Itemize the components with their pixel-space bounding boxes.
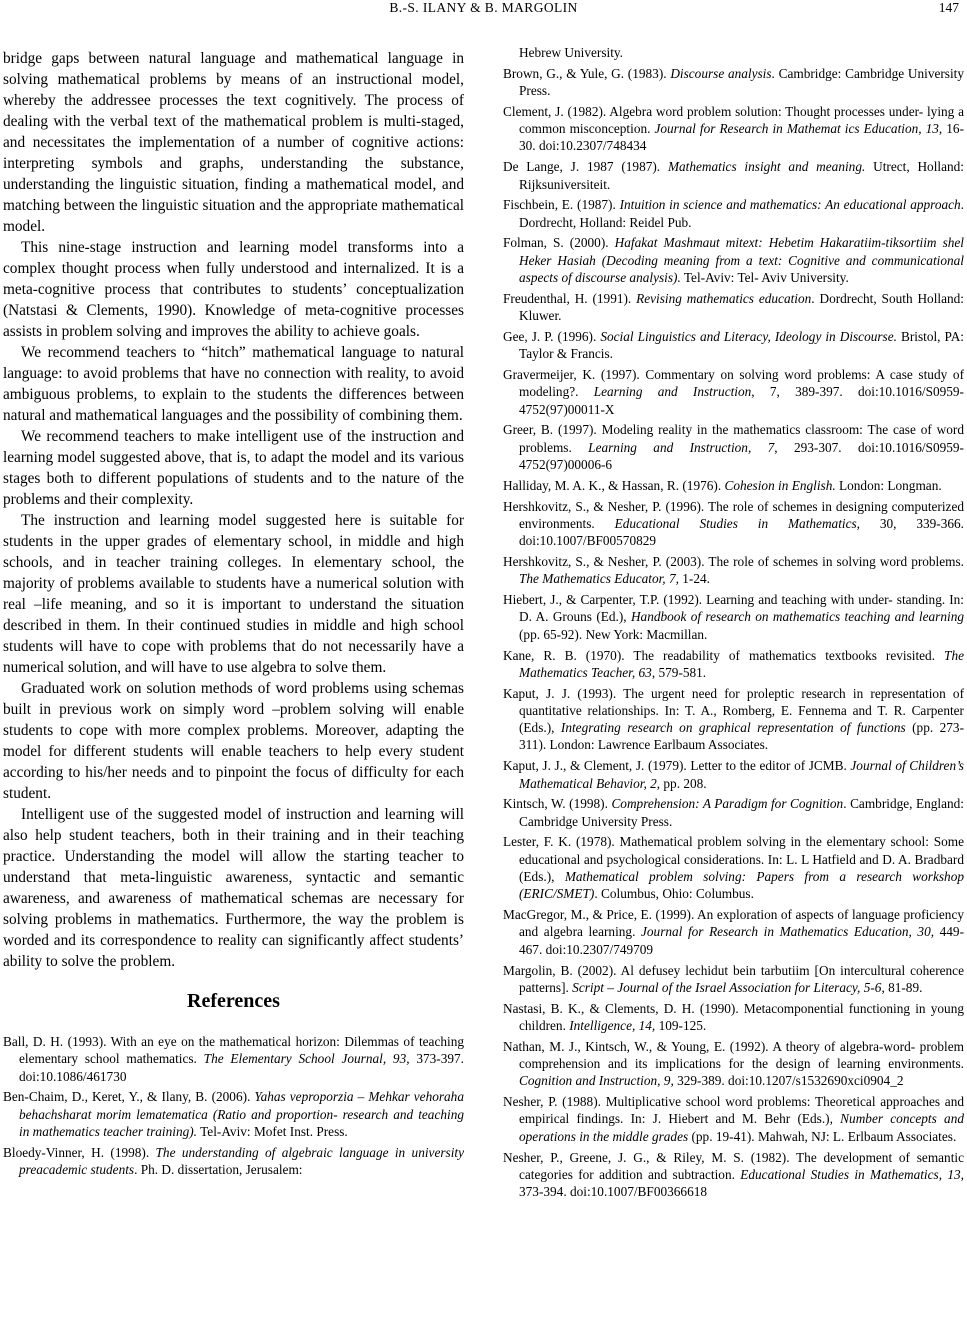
reference-entry	[503, 1093, 964, 1145]
reference-entry	[3, 1144, 464, 1179]
reference-text: , 373-397. doi:10.1086/461730	[19, 1051, 464, 1084]
right-column	[503, 45, 965, 1204]
reference-text: , 16-30. doi:10.2307/748434	[519, 121, 965, 154]
reference-italic: Script – Journal of the Israel Association for Literacy, 5-6	[572, 979, 882, 995]
reference-text: Folman, S. (2000).	[503, 235, 615, 251]
reference-text: . Dordrecht, South Holland: Kluwer.	[519, 290, 964, 324]
reference-text: 109-125.	[655, 1017, 707, 1033]
reference-entry	[503, 1000, 964, 1035]
reference-text: 1-24.	[678, 571, 710, 587]
reference-text: . Columbus, Ohio: Columbus.	[594, 886, 754, 902]
reference-text: Hershkovitz, S., & Nesher, P. (2003). The role of schemes in solving word problems.	[503, 554, 964, 570]
reference-entry	[503, 328, 964, 363]
reference-text: , 579-581.	[651, 664, 707, 680]
reference-text: Greer, B. (1997). Modeling reality in the mathematics classroom: The case of word problems.	[503, 422, 964, 455]
left-column	[3, 48, 464, 1182]
reference-text: 329-389. doi:10.1207/s1532690xci0904_2	[673, 1073, 904, 1089]
reference-text: Hebrew University.	[519, 45, 624, 60]
reference-entry	[503, 757, 964, 792]
reference-text: , 81-89.	[881, 979, 923, 995]
reference-text: Gee, J. P. (1996).	[503, 328, 601, 344]
reference-italic: Intelligence, 14,	[569, 1017, 656, 1033]
reference-text: (pp. 273- 311). London: Lawrence Earlbaum Associates.	[519, 720, 964, 753]
reference-text: 449-467. doi:10.2307/749709	[519, 924, 965, 957]
reference-text: (pp. 65-92). New York: Macmillan.	[519, 626, 708, 642]
reference-entry	[503, 1149, 964, 1201]
reference-entry	[503, 290, 964, 325]
reference-entry	[503, 196, 964, 231]
reference-text: , 293-307. doi:10.1016/S0959-4752(97)00006-6	[519, 439, 964, 473]
reference-text: . Cambridge: Cambridge University Press.	[519, 65, 965, 99]
reference-text: MacGregor, M., & Price, E. (1999). An exploration of aspects of language proficiency and algebra learning.	[503, 907, 964, 940]
reference-text: . Ph. D. dissertation, Jerusalem:	[134, 1162, 303, 1178]
reference-entry	[503, 906, 964, 958]
references-list-right	[503, 44, 964, 1200]
references-heading: References	[187, 990, 280, 1012]
reference-italic: Learning and Instruction, 7	[588, 439, 775, 455]
reference-text: 373-394. doi:10.1007/BF00366618	[519, 1184, 708, 1200]
reference-text: Ball, D. H. (1993). With an eye on the mathematical horizon: Dilemmas of teaching elementary school mathematics.	[3, 1034, 464, 1067]
reference-entry	[503, 795, 964, 830]
reference-entry	[503, 591, 964, 643]
reference-text: Clement, J. (1982). Algebra word problem solution: Thought processes under- lying a common misconception.	[503, 103, 964, 137]
body-paragraph: We recommend teachers to make intelligent use of the instruction and learning model suggested above, that is, to adapt the model and its various stages both to different populations of students and to the nature of the problems and their complexity.	[3, 428, 464, 508]
reference-text: . Dordrecht, Holland: Reidel Pub.	[519, 197, 964, 230]
body-paragraph: Intelligent use of the suggested model of instruction and learning will also help student teachers, both in their training and in their teaching practice. Understanding the model will allow the starting teacher to understand that meta-linguistic awareness, syntactic and semantic awareness, and awareness of mathematical schemas are necessary for solving problems in mathematics. Furthermore, the way the problem is worded and its correspondence to reality can significantly affect students’ ability to solve the problem.	[3, 806, 464, 970]
reference-italic: Educational Studies in Mathematics,	[614, 515, 860, 531]
reference-italic: Revising mathematics education	[636, 290, 812, 306]
reference-text: Kaput, J. J., & Clement, J. (1979). Letter to the editor of JCMB.	[503, 758, 851, 774]
body-paragraph: Graduated work on solution methods of word problems using schemas built in previous work on simply word –problem solving will enable students to cope with more complex problems. Moreover, adapting the model for different students will enable teachers to help every student according to his/her needs and to pinpoint the focus of difficulty for each student.	[3, 680, 464, 802]
reference-italic: The Elementary School Journal, 93	[203, 1051, 407, 1067]
body-paragraph: The instruction and learning model suggested here is suitable for students in the upper grades of elementary school, in middle and high schools, and in teacher training colleges. In elementary school, the majority of problems available to students have a numerical solution with real –life meaning, and so it is important to understand the situation described in them. In their continued studies in middle and high school students will have to cope with problems that do not necessarily have a numerical solution, and will have to use algebra to solve them.	[3, 512, 464, 676]
reference-entry	[503, 477, 964, 494]
reference-italic: Journal of Children’s Mathematical Behavior, 2	[519, 758, 964, 791]
reference-italic: Number concepts and operations in the middle grades	[519, 1111, 964, 1144]
references-list-left	[3, 1033, 464, 1178]
reference-text: Tel-Aviv: Tel- Aviv University.	[680, 270, 849, 286]
reference-text: Bloedy-Vinner, H. (1998).	[3, 1144, 156, 1160]
reference-italic: Integrating research on graphical representation of functions	[560, 720, 906, 736]
reference-text: 30, 339-366. doi:10.1007/BF00570829	[519, 515, 965, 549]
reference-text: Kaput, J. J. (1993). The urgent need for proleptic research in representation of quantitative relationships. In: T. A., Romberg, E. Fennema and T. R. Carpenter (Eds.),	[503, 685, 964, 736]
reference-entry	[503, 234, 964, 286]
reference-text: Kintsch, W. (1998).	[503, 796, 612, 812]
reference-entry	[503, 421, 964, 473]
reference-italic: Intuition in science and mathematics: An educational approach	[619, 197, 961, 213]
page-header	[0, 0, 967, 22]
reference-text: 7, 389-397. doi:10.1016/S0959-4752(97)00011-X	[519, 384, 964, 417]
reference-text: Nathan, M. J., Kintsch, W., & Young, E. (1992). A theory of algebra-word- problem comprehension and its implications for the design of learning environments.	[503, 1038, 964, 1072]
running-head: B.-S. ILANY & B. MARGOLIN	[389, 0, 578, 15]
reference-text: Tel-Aviv: Mofet Inst. Press.	[197, 1123, 348, 1139]
reference-italic: Mathematical problem solving: Papers from a research workshop (ERIC/SMET)	[519, 869, 965, 902]
reference-text: (pp. 19-41). Mahwah, NJ: L. Erlbaum Associates.	[688, 1128, 957, 1144]
reference-italic: Educational Studies in Mathematics, 13,	[740, 1166, 964, 1182]
reference-text: , pp. 208.	[656, 775, 707, 791]
reference-italic: The understanding of algebraic language in university preacademic students	[19, 1144, 464, 1178]
reference-italic: The Mathematics Educator, 7,	[519, 571, 679, 587]
reference-italic: Discourse analysis	[670, 65, 772, 81]
reference-text: Brown, G., & Yule, G. (1983).	[503, 65, 671, 81]
reference-italic: Handbook of research on mathematics teaching and learning	[630, 609, 964, 625]
reference-entry	[503, 44, 964, 61]
reference-entry	[503, 366, 964, 418]
reference-italic: Learning and Instruction,	[593, 384, 755, 400]
reference-text: . Cambridge, England: Cambridge University Press.	[519, 796, 964, 829]
reference-entry	[503, 65, 964, 100]
reference-italic: Yahas veproporzia – Mehkar vehoraha behachsharat morim lematematica (Ratio and proportion- research and teaching in mathematics teacher training).	[19, 1089, 464, 1139]
reference-italic: Social Linguistics and Literacy, Ideology in Discourse.	[600, 328, 897, 344]
reference-text: Nastasi, B. K., & Clements, D. H. (1990). Metacomponential functioning in young children.	[503, 1000, 964, 1033]
reference-text: De Lange, J. 1987 (1987).	[503, 159, 668, 175]
reference-text: Nesher, P. (1988). Multiplicative school word problems: Theoretical approaches and empirical findings. In: J. Hiebert and M. Behr (Eds.),	[503, 1094, 964, 1127]
reference-italic: Hafakat Mashmaut mitext: Hebetim Hakaratiim-tiksortiim shel Heker Hasiah (Decoding meaning from a text: Cognitive and communicational aspects of discourse analysis).	[519, 235, 964, 286]
reference-entry	[3, 1033, 464, 1085]
reference-text: Halliday, M. A. K., & Hassan, R. (1976).	[503, 477, 725, 493]
reference-italic: Mathematics insight and meaning.	[667, 159, 866, 175]
reference-entry	[503, 685, 964, 754]
reference-text: London: Longman.	[835, 477, 942, 493]
body-paragraph: This nine-stage instruction and learning model transforms into a complex thought process when fully understood and internalized. It is a meta-cognitive process that contributes to students’ conceptualization (Natstasi & Clements, 1990). Knowledge of meta-cognitive processes assists in problem solving and improves the ability to achieve goals.	[3, 239, 464, 340]
body-paragraph: We recommend teachers to “hitch” mathematical language to natural language: to avoid problems that have no connection with reality, to avoid ambiguous problems, to explain to the students the differences between natural and mathematical languages and the possibility of combining them.	[3, 344, 464, 424]
reference-text: Kane, R. B. (1970). The readability of mathematics textbooks revisited.	[503, 647, 945, 663]
body-paragraph: bridge gaps between natural language and mathematical language in solving mathematical problems by means of an instructional model, whereby the addressee processes the text cognitively. The process of dealing with the verbal text of the mathematical problem is multi-staged, and necessitates the implementation of a number of cognitive actions: interpreting symbols and graphs, understanding the substance, understanding the linguistic situation, finding a mathematical model, and matching between the linguistic situation and the appropriate mathematical model.	[3, 50, 464, 235]
reference-text: Bristol, PA: Taylor & Francis.	[519, 328, 964, 362]
reference-text: Ben-Chaim, D., Keret, Y., & Ilany, B. (2006).	[3, 1089, 255, 1105]
reference-italic: Journal for Research in Mathematics Education, 30,	[641, 924, 935, 940]
reference-text: Utrect, Holland: Rijksuniversiteit.	[519, 159, 964, 192]
reference-italic: The Mathematics Teacher, 63	[519, 647, 964, 680]
reference-italic: Comprehension: A Paradigm for Cognition	[611, 796, 844, 812]
reference-entry	[503, 553, 964, 588]
reference-italic: Cohesion in English.	[724, 477, 836, 493]
reference-text: Nesher, P., Greene, J. G., & Riley, M. S. (1982). The development of semantic categories for addition and subtraction.	[503, 1149, 964, 1182]
reference-entry	[503, 647, 964, 682]
reference-entry	[503, 1038, 964, 1090]
reference-entry	[3, 1088, 464, 1140]
reference-text: Margolin, B. (2002). Al defusey lechidut bein tarbutiim [On intercultural coherence patterns].	[503, 962, 964, 995]
reference-text: Lester, F. K. (1978). Mathematical problem solving in the elementary school: Some educational and psychological considerations. In: L. L Hatfield and D. A. Bradbard (Eds.),	[503, 834, 964, 885]
reference-entry	[503, 498, 964, 550]
page-number: 147	[938, 0, 959, 15]
reference-italic: Journal for Research in Mathemat ics Education, 13	[654, 121, 939, 137]
reference-entry	[503, 833, 964, 902]
reference-text: Fischbein, E. (1987).	[503, 197, 620, 213]
reference-entry	[503, 158, 964, 193]
reference-text: Hiebert, J., & Carpenter, T.P. (1992). Learning and teaching with under- standing. In: D. A. Grouns (Ed.),	[503, 592, 964, 625]
reference-italic: Cognition and Instruction, 9,	[519, 1073, 674, 1089]
reference-text: Gravermeijer, K. (1997). Commentary on solving word problems: A case study of modeling?.	[503, 367, 964, 400]
reference-text: Freudenthal, H. (1991).	[503, 290, 637, 306]
reference-entry	[503, 962, 964, 997]
reference-entry	[503, 103, 964, 155]
reference-text: Hershkovitz, S., & Nesher, P. (1996). The role of schemes in designing computerized environments.	[503, 498, 964, 531]
